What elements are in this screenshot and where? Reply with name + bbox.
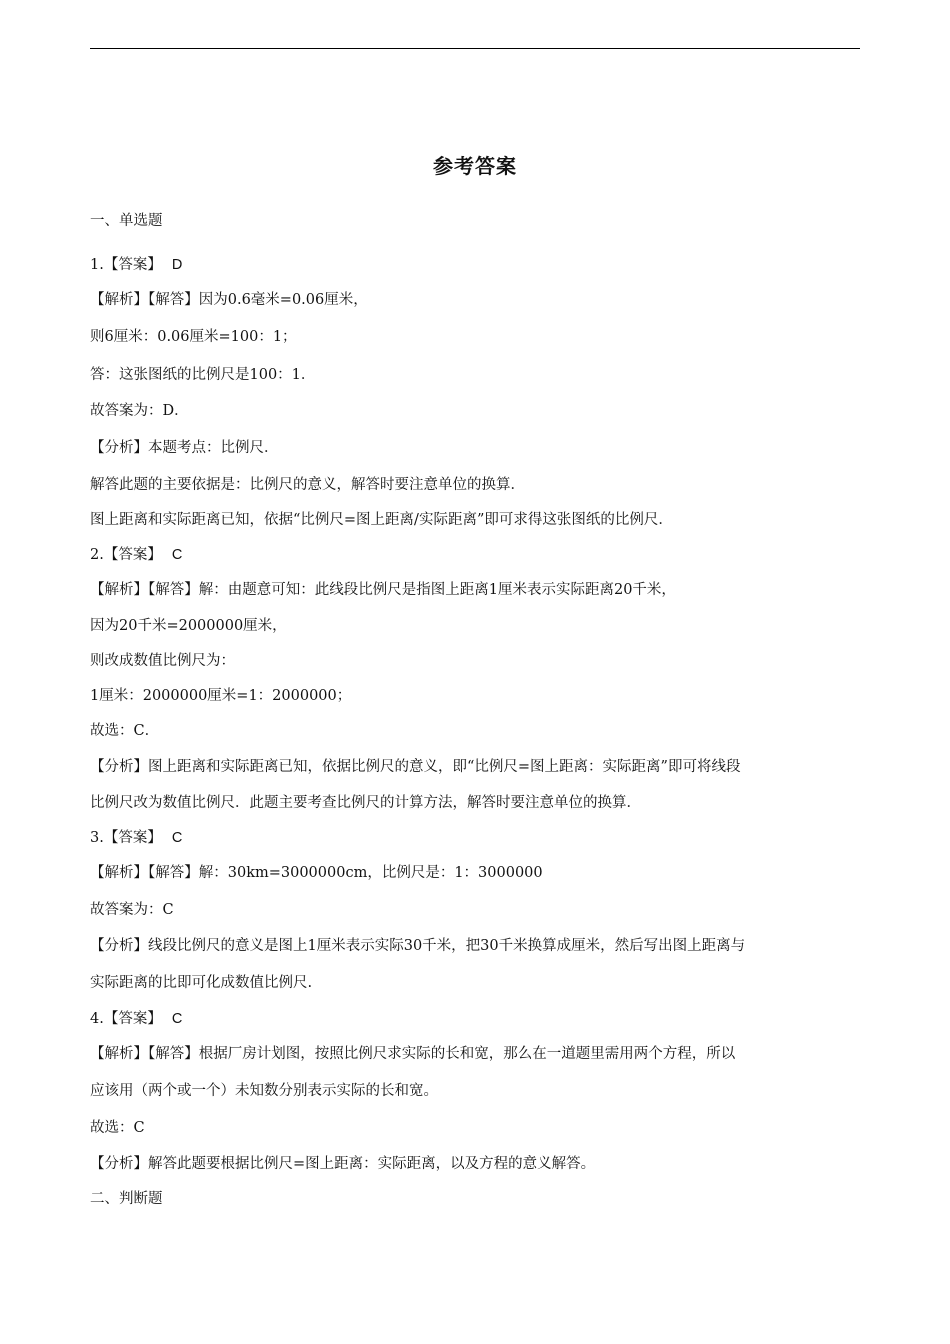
question-3-line: 实际距离的比即可化成数值比例尺. — [90, 975, 313, 991]
question-4-line: 故选：C — [90, 1120, 145, 1136]
question-1-line: 【分析】本题考点：比例尺． — [90, 440, 279, 456]
question-2-line: 则改成数值比例尺为： — [90, 653, 235, 669]
question-4-label: 4.【答案】 — [90, 1011, 162, 1027]
question-1-line: 则6厘米：0.06厘米=100：1； — [90, 329, 297, 345]
question-4-line: 应该用（两个或一个）未知数分别表示实际的长和宽。 — [90, 1083, 438, 1099]
question-2-line: 因为20千米=2000000厘米， — [90, 618, 287, 634]
question-4-answer-row — [90, 1009, 865, 1029]
question-3-answer: C — [171, 830, 183, 846]
question-4-line: 【解析】【解答】根据厂房计划图，按照比例尺求实际的长和宽，那么在一道题里需用两个方程，所以 — [90, 1046, 736, 1062]
question-1-answer-row — [90, 255, 865, 275]
question-2-answer-row — [90, 545, 865, 565]
question-2-line: 故选：C． — [90, 723, 160, 739]
question-1-line: 解答此题的主要依据是：比例尺的意义，解答时要注意单位的换算． — [90, 477, 525, 493]
question-3-line: 【分析】线段比例尺的意义是图上1厘米表示实际30千米，把30千米换算成厘米，然后写出图上距离与 — [90, 938, 746, 954]
question-2-line: 比例尺改为数值比例尺．此题主要考查比例尺的计算方法，解答时要注意单位的换算． — [90, 795, 641, 811]
question-2-line: 【分析】图上距离和实际距离已知，依据比例尺的意义，即“比例尺=图上距离：实际距离”即可将线段 — [90, 759, 741, 775]
question-2-line: 【解析】【解答】解：由题意可知：此线段比例尺是指图上距离1厘米表示实际距离20千米， — [90, 582, 676, 598]
question-3-answer-row — [90, 828, 865, 848]
question-3-line: 【解析】【解答】解：30km=3000000cm，比例尺是：1：3000000 — [90, 865, 543, 881]
question-2-answer: C — [171, 547, 183, 563]
question-3-label: 3.【答案】 — [90, 830, 162, 846]
question-1-label: 1.【答案】 — [90, 257, 162, 273]
question-1-line: 【解析】【解答】因为0.6毫米=0.06厘米， — [90, 292, 368, 308]
question-1-line: 答：这张图纸的比例尺是100：1． — [90, 367, 316, 383]
question-2-line: 1厘米：2000000厘米=1：2000000； — [90, 688, 352, 704]
question-2-label: 2.【答案】 — [90, 547, 162, 563]
question-1-line: 图上距离和实际距离已知，依据“比例尺=图上距离/实际距离”即可求得这张图纸的比例尺． — [90, 512, 673, 528]
section-heading-single-choice: 一、单选题 — [90, 213, 163, 229]
question-1-answer: D — [171, 257, 183, 273]
question-3-line: 故答案为：C — [90, 902, 174, 918]
question-4-answer: C — [171, 1011, 183, 1027]
section-heading-true-false: 二、判断题 — [90, 1191, 163, 1207]
page-title: 参考答案 — [433, 154, 517, 178]
question-1-line: 故答案为：D． — [90, 403, 189, 419]
question-4-line: 【分析】解答此题要根据比例尺=图上距离：实际距离，以及方程的意义解答。 — [90, 1156, 596, 1172]
header-rule — [90, 48, 860, 49]
